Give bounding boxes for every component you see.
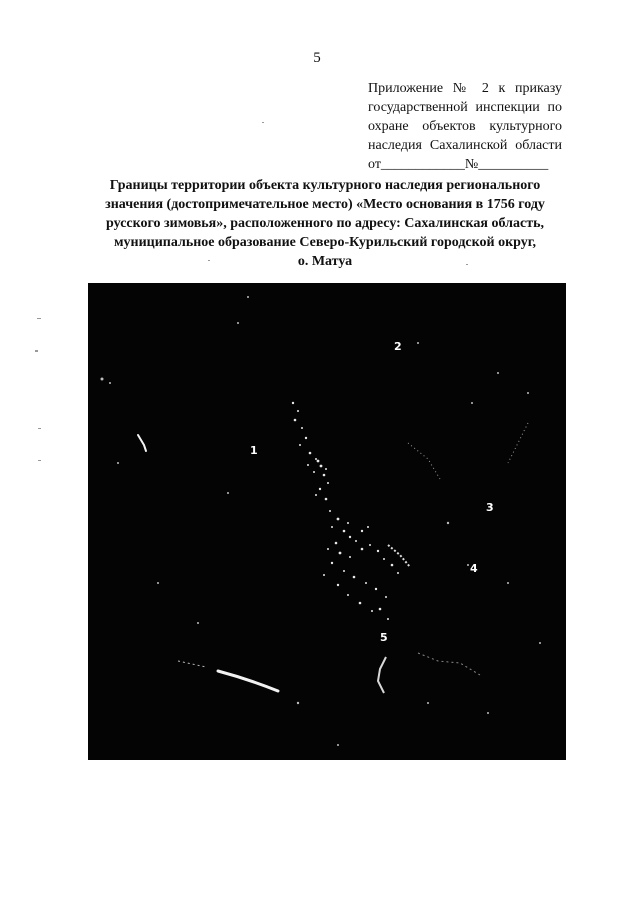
appendix-line: наследия Сахалинской области	[368, 138, 562, 153]
map-point-label: 1	[250, 444, 258, 457]
title-line: о. Матуа	[297, 254, 353, 269]
scan-speck	[208, 260, 210, 261]
page-number: 5	[313, 50, 321, 66]
scan-speck	[38, 460, 41, 461]
map-point-label: 5	[380, 631, 388, 644]
map-point-label: 3	[486, 501, 494, 514]
boundary-overlay	[88, 283, 566, 760]
appendix-line: охране объектов культурного	[368, 119, 562, 134]
appendix-date-number-line: от____________№__________	[368, 157, 549, 172]
scan-speck	[35, 350, 38, 352]
appendix-block	[368, 79, 562, 174]
appendix-line: государственной инспекции по	[368, 100, 562, 115]
scan-speck	[262, 122, 264, 123]
map-point-label: 4	[470, 562, 478, 575]
scan-speck	[38, 428, 41, 429]
title-line: значения (достопримечательное место) «Место основания в 1756 году	[105, 197, 545, 212]
appendix-line: Приложение № 2 к приказу	[368, 81, 562, 96]
title-line: Границы территории объекта культурного наследия регионального	[109, 178, 541, 193]
title-line: русского зимовья», расположенного по адресу: Сахалинская область,	[106, 216, 544, 231]
scan-speck	[466, 264, 468, 265]
map-point-label: 2	[394, 340, 402, 353]
title-line: муниципальное образование Северо-Курильский городской округ,	[113, 235, 537, 250]
satellite-map	[88, 283, 566, 760]
ruins-cluster	[292, 402, 399, 620]
document-title	[60, 176, 590, 271]
scan-speck	[37, 318, 41, 319]
